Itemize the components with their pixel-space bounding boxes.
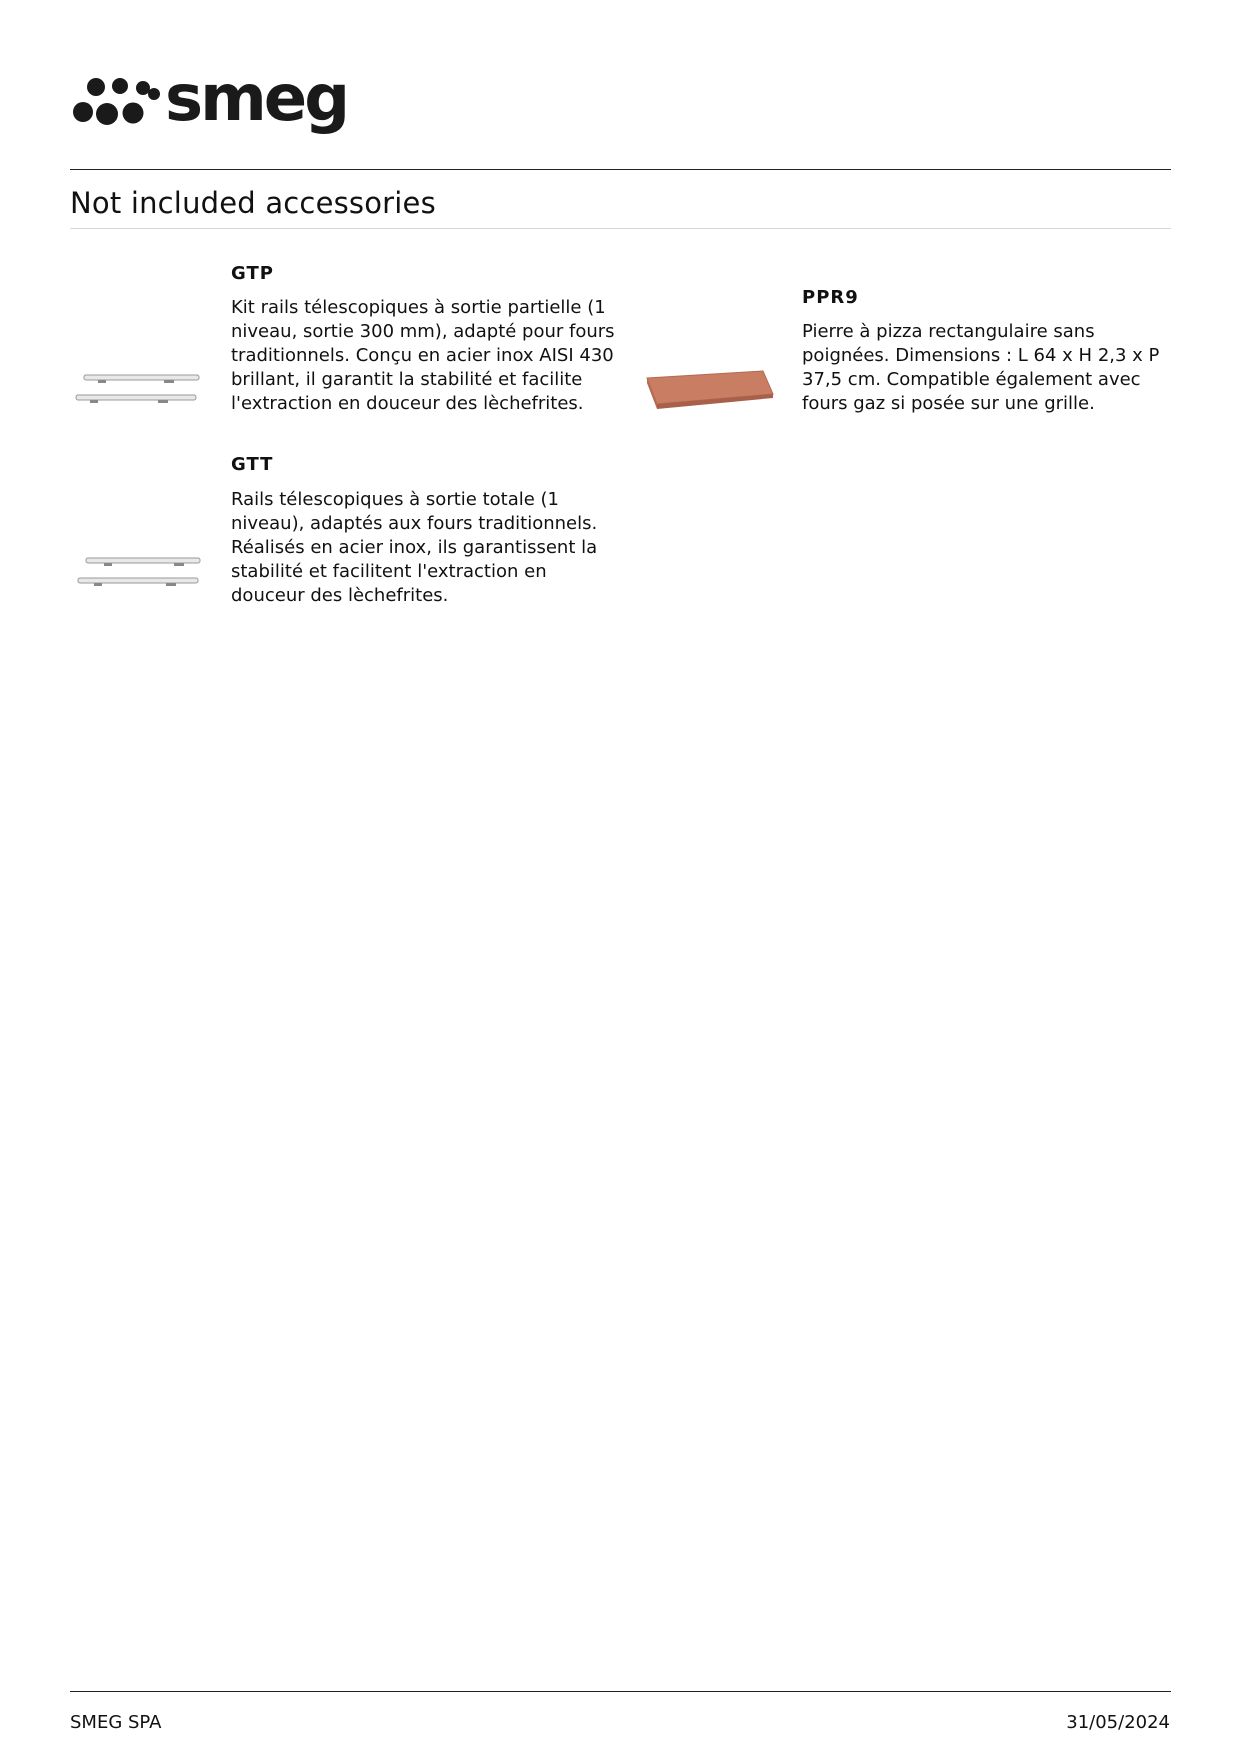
telescopic-rails-icon	[74, 548, 204, 598]
accessory-code: GTP	[231, 263, 274, 284]
footer-divider	[70, 1691, 1171, 1692]
smeg-logo	[73, 72, 393, 136]
accessory-description: Pierre à pizza rectangulaire sans poignées. Dimensions : L 64 x H 2,3 x P 37,5 cm. Compatible également avec fours gaz si posée sur une grille.	[802, 321, 1160, 414]
accessory-code: GTT	[231, 454, 274, 475]
section-divider	[70, 228, 1171, 229]
footer-date: 31/05/2024	[1066, 1712, 1170, 1733]
accessory-description: Kit rails télescopiques à sortie partielle (1 niveau, sortie 300 mm), adapté pour fours traditionnels. Conçu en acier inox AISI 430 brillant, il garantit la stabilité et facilite l'extraction en douceur des lèchefrites.	[231, 297, 615, 414]
telescopic-rails-icon	[74, 365, 204, 415]
pizza-stone-icon	[645, 368, 775, 412]
brand-wordmark: smeg	[165, 72, 347, 136]
smeg-logo-icon	[73, 78, 160, 125]
header-divider	[70, 169, 1171, 170]
section-title: Not included accessories	[70, 186, 436, 220]
footer-company: SMEG SPA	[70, 1712, 162, 1733]
accessory-description: Rails télescopiques à sortie totale (1 niveau), adaptés aux fours traditionnels. Réalisés en acier inox, ils garantissent la stabilité et facilitent l'extraction en douceur des lèchefrites.	[231, 489, 598, 606]
accessory-code: PPR9	[802, 287, 859, 308]
